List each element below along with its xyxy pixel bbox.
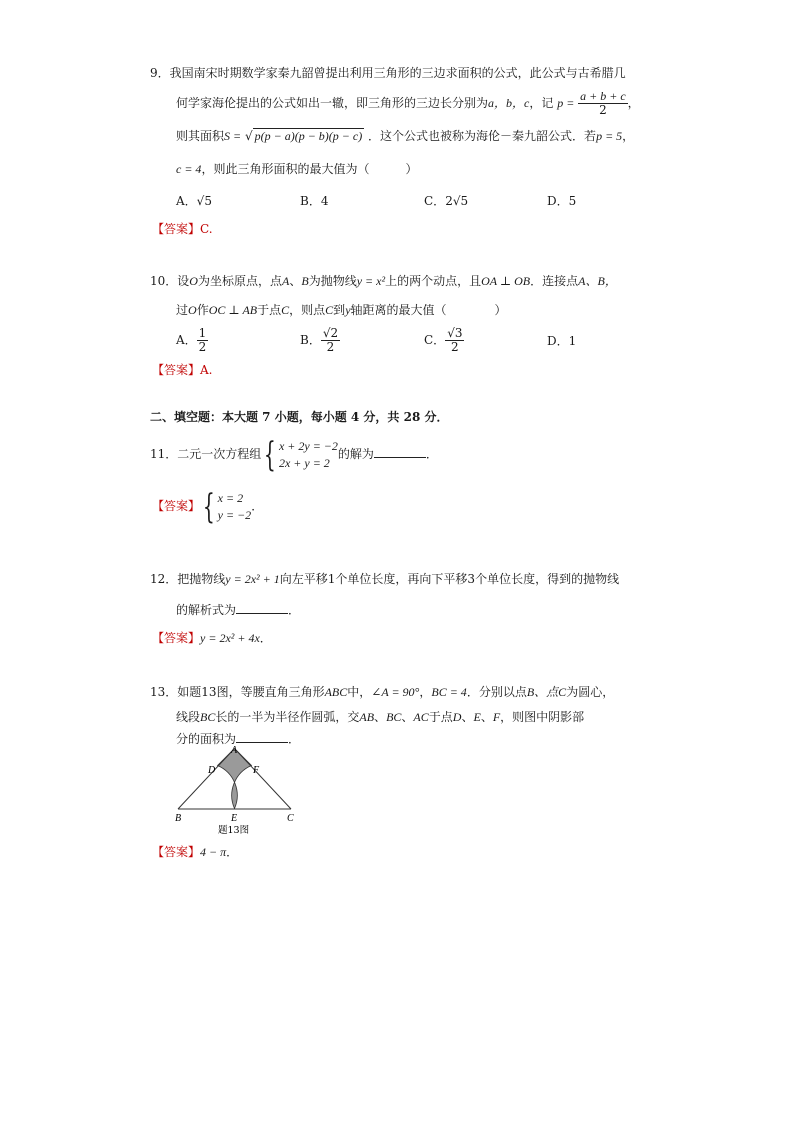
answer-tag: 【答案】 (152, 631, 201, 645)
shaded-region (218, 749, 252, 809)
option-label: A． (176, 333, 197, 347)
text: 于点 (257, 303, 282, 317)
q9-line1 (150, 64, 626, 81)
equation-1: x + 2y = −2 (278, 438, 338, 453)
option-label: C． (424, 333, 446, 347)
answer-blank (236, 730, 288, 743)
point-B: B (301, 274, 309, 288)
point-E: E (473, 710, 481, 724)
figure-number: 13 (201, 685, 217, 699)
label-B: B (175, 813, 182, 824)
frac-den: 2 (326, 340, 335, 354)
equation-system (279, 438, 338, 472)
label-C: C (287, 813, 294, 824)
q9-line2: 何学家海伦提出的公式如出一辙，即三角形的三边长分别为a，b，c，记 p = $\frac{a + b + c}{2}$ ， (176, 89, 640, 117)
text: 线段 (176, 710, 201, 724)
frac-num: 1 (198, 326, 207, 341)
number: 1 (327, 572, 336, 586)
point-C: C (281, 303, 290, 317)
text: ．连接点 (530, 274, 579, 288)
text: 中， (347, 685, 372, 699)
q9-option-d (547, 192, 576, 209)
label-D: D (208, 765, 216, 776)
frac-num: √2 (322, 326, 339, 341)
q9-line4-text: ，则此三角形面积的最大值为（ ） (201, 162, 418, 176)
text: 分的面积为 (176, 732, 237, 746)
y-axis: y (345, 303, 351, 317)
side-AB (178, 749, 235, 810)
q9-vars: a，b，c (488, 96, 530, 110)
option-fraction (197, 327, 209, 353)
text: 上的两个动点，且 (385, 274, 482, 288)
q9-p-numerator: a + b + c (580, 89, 626, 104)
text: 个单位长度，得到的抛物线 (475, 572, 620, 586)
text: 为抛物线 (308, 274, 357, 288)
segment: AB (359, 710, 375, 724)
q12-line2 (176, 601, 300, 618)
triangle-name: ABC (324, 685, 348, 699)
q10-number: 10． (150, 274, 178, 288)
text: ． (259, 631, 272, 645)
q12-answer (152, 629, 272, 646)
option-label: C． (424, 194, 446, 208)
option-label: B． (300, 333, 321, 347)
answer-value: C. (200, 222, 213, 236)
segment: BC (200, 710, 216, 724)
text: 长的一半为半径作圆弧，交 (215, 710, 360, 724)
option-value: 2√5 (445, 194, 469, 208)
text: ， (419, 685, 432, 699)
q10-answer (152, 361, 213, 378)
answer-tag: 【答案】 (152, 363, 201, 377)
q9-p-denominator: 2 (599, 103, 607, 117)
q9-option-c (424, 192, 468, 209)
answer-tag: 【答案】 (152, 222, 201, 236)
text: 于点 (428, 710, 453, 724)
option-value: 5 (568, 194, 577, 208)
q10-line1 (150, 272, 617, 289)
q10-option-c (424, 322, 464, 358)
equation-2: 2x + y = 2 (278, 455, 330, 470)
q13-answer (152, 843, 238, 860)
text: ． (226, 845, 239, 859)
q9-text-mid: ，记 (529, 96, 554, 110)
text: 到 (333, 303, 346, 317)
point-D: D (452, 710, 462, 724)
text: 、 (289, 274, 302, 288)
text: ． (425, 447, 438, 461)
side-AC (235, 749, 292, 810)
q10-option-d (547, 332, 576, 349)
point-A: A (281, 274, 290, 288)
q9-S-label: S = (224, 129, 242, 143)
q13-number: 13． (150, 685, 178, 699)
segment: BC (386, 710, 402, 724)
text: A、B， (578, 274, 617, 288)
q13-line2 (176, 708, 584, 725)
frac-den: 2 (451, 340, 459, 354)
q10-option-b (300, 322, 340, 358)
answer-blank (236, 601, 288, 614)
option-label: A． (176, 194, 197, 208)
number: 3 (467, 572, 476, 586)
frac-num: √3 (447, 326, 463, 341)
left-brace: { (264, 434, 277, 475)
label-F: F (253, 765, 260, 776)
option-fraction (321, 327, 340, 353)
label-A: A (231, 745, 238, 756)
q9-cond-p: p = 5 (596, 129, 623, 143)
q10-option-a (176, 322, 208, 358)
answer-value: 4 − π (200, 845, 227, 859)
function-eq: y = 2x² + 1 (225, 572, 280, 586)
answer-eq-1: x = 2 (217, 490, 244, 505)
segment: AC (413, 710, 429, 724)
q9-p-label: p = (557, 96, 575, 110)
text: 设 (177, 274, 190, 288)
q9-line4 (176, 160, 417, 177)
q9-option-a (176, 192, 212, 209)
text: 个单位长度，再向下平移 (335, 572, 468, 586)
q11-line (150, 434, 438, 475)
text: 如题 (177, 685, 202, 699)
side-condition: BC = 4 (431, 685, 467, 699)
q9-S-radicand: p(p − a)(p − b)(p − c) (254, 129, 363, 143)
text: 向左平移 (279, 572, 328, 586)
q9-option-b (300, 192, 328, 209)
parabola-eq: y = x² (356, 274, 386, 288)
perp-condition: OA ⊥ OB (481, 274, 531, 288)
text: 、 (401, 710, 414, 724)
q9-line3: 则其面积S = √ p(p − a)(p − b)(p − c) ．这个公式也被称为海伦－秦九韶公式．若p = 5， (176, 126, 634, 146)
option-label: B． (300, 194, 321, 208)
q13-line1 (150, 683, 614, 700)
q11-number: 11． (150, 447, 178, 461)
answer-system (218, 490, 252, 524)
label-E: E (231, 813, 238, 824)
text: 把抛物线 (177, 572, 226, 586)
q9-area-pre: 则其面积 (176, 129, 225, 143)
text: 、 (480, 710, 493, 724)
text: 作 (196, 303, 209, 317)
text: 的解析式为 (176, 603, 237, 617)
option-label: D． (547, 194, 569, 208)
q9-sqrt: √ p(p − a)(p − b)(p − c) (244, 129, 363, 143)
frac-den: 2 (198, 340, 207, 354)
figure-caption: 题13图 (218, 825, 250, 836)
answer-tag: 【答案】 (152, 499, 201, 513)
text: ．分别以点 (466, 685, 527, 699)
q9-number: 9． (150, 66, 170, 80)
text: 、 (374, 710, 387, 724)
point-C: C (558, 685, 567, 699)
text: 的解为 (337, 447, 374, 461)
q9-area-post: ．这个公式也被称为海伦－秦九韶公式．若 (368, 129, 597, 143)
text: 为坐标原点，点 (197, 274, 282, 288)
answer-blank (374, 445, 426, 458)
answer-eq-2: y = −2 (217, 507, 252, 522)
text: 为圆心， (566, 685, 615, 699)
option-value: √5 (196, 194, 212, 208)
text: ． (251, 499, 264, 513)
q9-answer (152, 220, 213, 237)
section-heading: 二、填空题：本大题 7 小题，每小题 4 分，共 28 分． (150, 410, 449, 424)
text: B、点 (526, 685, 559, 699)
point-F: F (492, 710, 501, 724)
q12-number: 12． (150, 572, 178, 586)
text: 图，等腰直角三角形 (216, 685, 325, 699)
q9-p-fraction (578, 90, 628, 116)
text: 过 (176, 303, 189, 317)
answer-value: A. (200, 363, 213, 377)
option-value: 1 (568, 334, 577, 348)
point-C: C (325, 303, 334, 317)
option-label: D． (547, 334, 569, 348)
option-value: 4 (320, 194, 329, 208)
perp-condition: OC ⊥ AB (208, 303, 258, 317)
q13-figure (170, 744, 300, 840)
q9-cond-c: c = 4 (176, 162, 202, 176)
q12-line1 (150, 570, 619, 587)
text: ，则点 (289, 303, 326, 317)
angle-condition: ∠A = 90° (371, 685, 420, 699)
text: ． (288, 603, 301, 617)
text: 轴距离的最大值（ ） (350, 303, 507, 317)
option-fraction (445, 327, 464, 353)
q9-text-line2: 何学家海伦提出的公式如出一辙，即三角形的三边长分别为 (176, 96, 489, 110)
point-O: O (188, 303, 197, 317)
q11-answer (152, 486, 264, 527)
text: ． (288, 732, 301, 746)
q10-line2 (176, 301, 507, 318)
answer-tag: 【答案】 (152, 845, 201, 859)
point-O: O (189, 274, 198, 288)
text: 、 (461, 710, 474, 724)
left-brace: { (202, 486, 215, 527)
q9-text-line1: 我国南宋时期数学家秦九韶曾提出利用三角形的三边求面积的公式，此公式与古希腊几 (169, 66, 626, 80)
text: ，则图中阴影部 (500, 710, 585, 724)
answer-value: y = 2x² + 4x (200, 631, 260, 645)
text: 二元一次方程组 (177, 447, 262, 461)
